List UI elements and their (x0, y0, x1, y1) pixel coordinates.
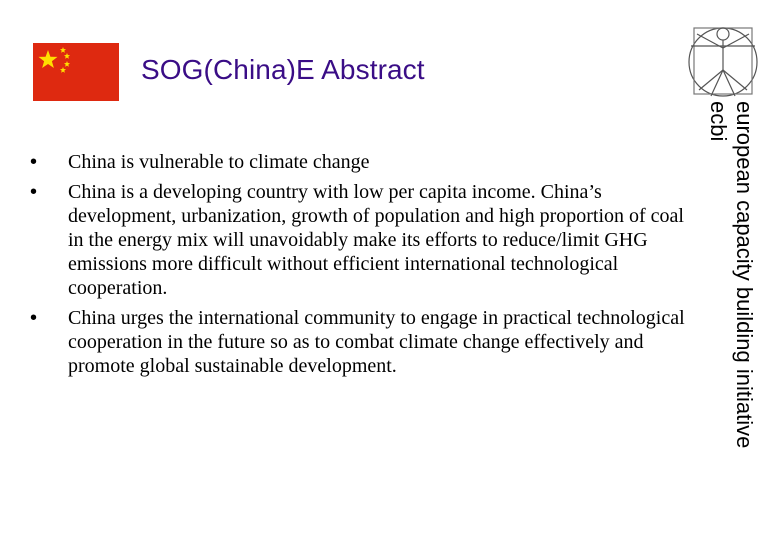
bullet-text: China urges the international community to engage in practical technological cooperation in the future so as to combat climate change effectively and promote global sustainable development. (68, 307, 685, 377)
bullet-list (30, 150, 690, 384)
bullet-item (30, 180, 690, 300)
bullet-item (30, 150, 690, 174)
china-flag-icon (33, 43, 119, 101)
slide-title: SOG(China)E Abstract (141, 54, 425, 85)
side-caption-line1: european capacity building initiative (732, 101, 757, 449)
bullet-text: China is a developing country with low per capita income. China’s development, urbanization, growth of population and high proportion of coal in the energy mix will unavoidably make its efforts to reduce/limit GHG emissions more difficult without efficient international technological cooperation. (68, 181, 684, 299)
side-caption-line2: ecbi (706, 101, 731, 142)
vertical-side-caption (697, 101, 757, 521)
bullet-item (30, 306, 690, 378)
bullet-dot-icon: • (30, 307, 38, 329)
bullet-text: China is vulnerable to climate change (68, 151, 370, 173)
bullet-dot-icon: • (30, 181, 38, 203)
vitruvian-man-logo-icon (685, 14, 761, 106)
bullet-dot-icon: • (30, 151, 38, 173)
